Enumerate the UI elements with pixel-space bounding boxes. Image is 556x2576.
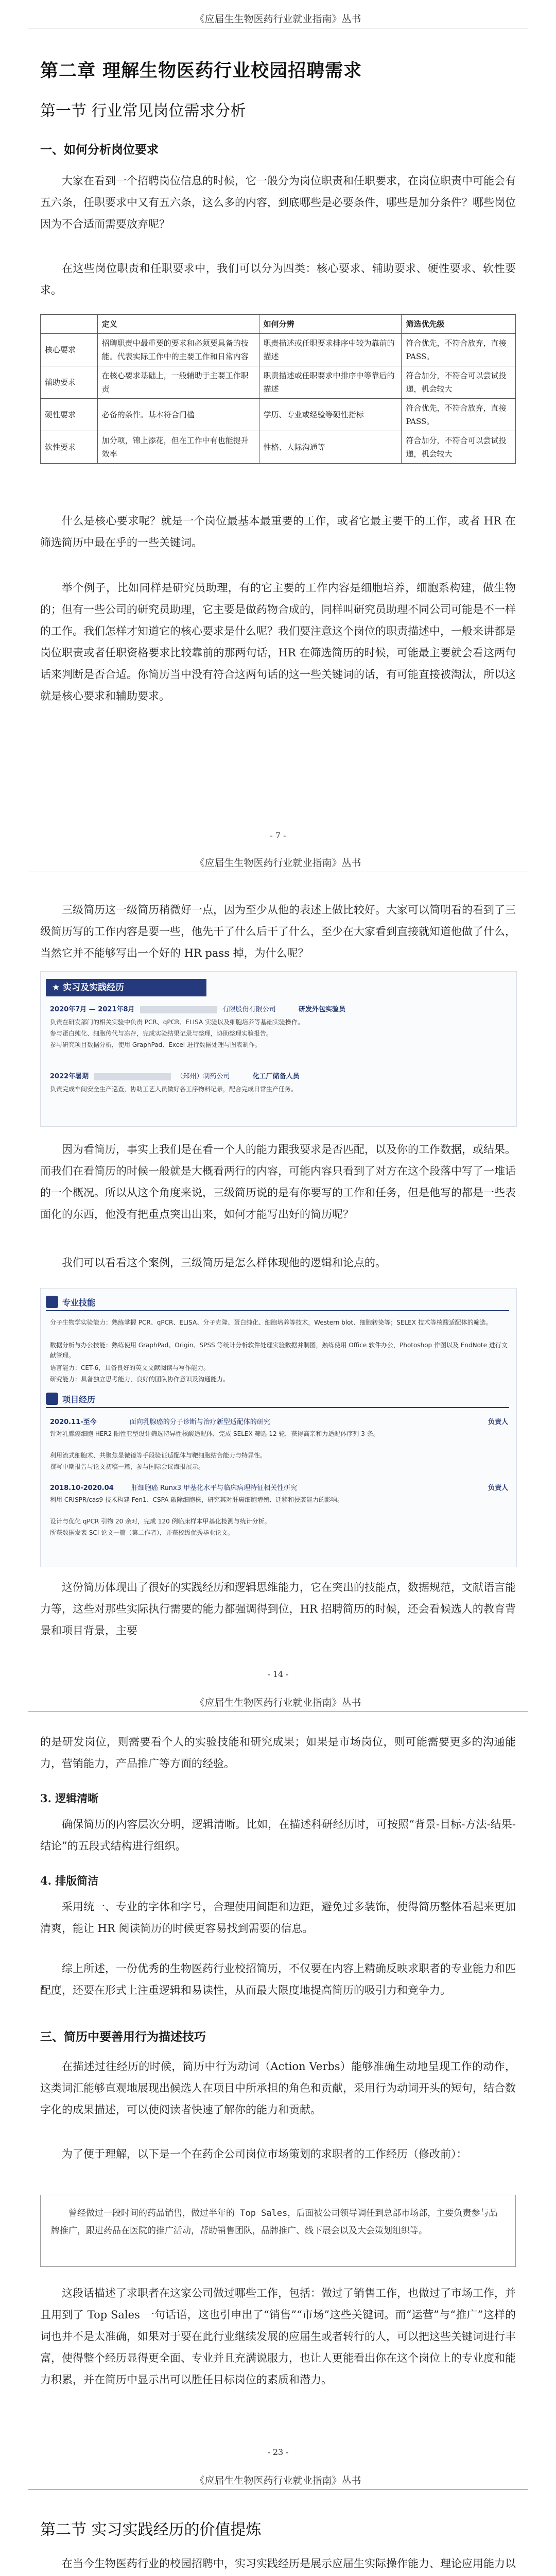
project-line: 撰写中期报告与论文初稿一篇，参与国际会议海报展示。 [50, 1463, 205, 1470]
chapter-title: 第二章 理解生物医药行业校园招聘需求 [40, 60, 362, 81]
skill-line: 研究能力：具备独立思考能力，良好的团队协作意识及沟通能力。 [50, 1376, 230, 1383]
table-cell: 性格、人际沟通等 [259, 431, 402, 464]
star-icon: ★ [52, 982, 63, 993]
exp-date: 2020年7月 — 2021年8月 [50, 1006, 135, 1013]
table-cell: 必备的条件。基本符合门槛 [97, 399, 259, 431]
table-cell: 职责描述或任职要求排序中较为靠前的描述 [259, 334, 402, 366]
table-cell: 符合优先，不符合放弃，直接 PASS。 [402, 334, 516, 366]
numbered-heading: 3. 逻辑清晰 [40, 1792, 99, 1805]
table-cell: 学历、专业或经验等硬性指标 [259, 399, 402, 431]
paragraph: 在当今生物医药行业的校园招聘中，实习实践经历是展示应届生实际操作能力、理论应用能力以 [62, 2557, 516, 2570]
paragraph: 为了便于理解，以下是一个在药企公司岗位市场策划的求职者的工作经历（修改前）： [62, 2148, 467, 2160]
project-date: 2020.11-至今 [50, 1418, 97, 1426]
project-title: 肝细胞癌 Runx3 甲基化水平与临床病理特征相关性研究 [131, 1484, 298, 1492]
running-header: 《应届生生物医药行业就业指南》丛书 [195, 857, 361, 869]
projects-label: 项目经历 [62, 1395, 96, 1404]
table-header [41, 315, 98, 334]
experience-header [50, 1004, 508, 1013]
skills-section-bar [46, 1295, 509, 1311]
table-row [41, 399, 516, 431]
projects-icon [46, 1393, 58, 1405]
project-title: 面向乳腺癌的分子诊断与治疗新型适配体的研究 [129, 1418, 270, 1426]
running-header: 《应届生生物医药行业就业指南》丛书 [195, 13, 361, 25]
running-header: 《应届生生物医药行业就业指南》丛书 [195, 2475, 361, 2486]
experience-header [50, 1071, 508, 1080]
table-row [41, 334, 516, 366]
table-cell: 符合加分，不符合可以尝试投递，机会较大 [402, 366, 516, 399]
exp-org: （郑州）制药公司 [176, 1073, 230, 1080]
table-cell: 硬性要求 [41, 399, 98, 431]
project-role: 负责人 [488, 1484, 508, 1492]
project-line: 针对乳腺癌细胞 HER2 阳性亚型设计筛选特异性核酸适配体，完成 SELEX 筛选 12 轮，获得高亲和力适配体序列 3 条。 [50, 1430, 379, 1437]
paragraph: 我们可以看看这个案例，三级简历是怎么样体现他的逻辑和论点的。 [62, 1257, 386, 1269]
paragraph: 大家在看到一个招聘岗位信息的时候，它一般分为岗位职责和任职要求，在岗位职责中可能会有五六条，任职要求中又有五六条，这么多的内容，到底哪些是必要条件，哪些是加分条件？哪些岗位因为不合适而需要放弃呢？ [40, 175, 516, 230]
table-cell: 符合优先，不符合放弃，直接 PASS。 [402, 399, 516, 431]
exp-role: 化工厂储备人员 [252, 1073, 300, 1080]
resume-skills-image [40, 1288, 517, 1567]
project-role: 负责人 [488, 1418, 508, 1426]
skill-line: 分子生物学实验能力：熟练掌握 PCR、qPCR、ELISA、分子克隆、蛋白纯化、细胞培养等技术，Western blot、细胞转染等；SELEX 技术等核酸适配体的筛选。 [50, 1319, 492, 1326]
project-header [50, 1482, 508, 1492]
projects-section-bar [46, 1392, 509, 1408]
paragraph: 采用统一、专业的字体和字号，合理使用间距和边距，避免过多装饰，使得简历整体看起来更加清爽，能让 HR 阅读简历的时候更容易找到需要的信息。 [40, 1901, 516, 1935]
paragraph: 举个例子，比如同样是研究员助理，有的它主要的工作内容是细胞培养，细胞系构建，做生物的；但有一些公司的研究员助理，它主要是做药物合成的，同样叫研究员助理不同公司可能是不一样的工作。我们怎样才知道它的核心要求是什么呢？我们要注意这个岗位的职责描述中，一般来讲都是岗位职责或者任职资格要求比较靠前的那两句话，HR 在筛选简历的时候，可能最主要就会看这两句话来判断是否合适。你简历当中没有符合这两句话的这一些关键词的话，有可能直接被淘汰，所以这就是核心要求和辅助要求。 [40, 582, 516, 702]
paragraph: 确保简历的内容层次分明，逻辑清晰。比如，在描述科研经历时，可按照“背景-目标-方法-结果-结论”的五段式结构进行组织。 [40, 1818, 516, 1852]
exp-role: 研发外包实验员 [298, 1006, 345, 1013]
table-cell: 加分项，锦上添花，但在工作中有也能提升效率 [97, 431, 259, 464]
skill-line: 数据分析与办公技能：熟练使用 GraphPad、Origin、SPSS 等统计分析软件处理实验数据并制图，熟练使用 Office 软件办公，Photoshop 作图以及 EndNote 进行文献管理。 [50, 1342, 508, 1359]
paragraph: 三级简历这一级简历稍微好一点，因为至少从他的表述上做比较好。大家可以简明看的看到了三级简历写的工作内容是要一些，他先干了什么后干了什么，至少在大家看到直接就知道他做了什么，当然它并不能够写出一个好的 HR pass 掉，为什么呢？ [40, 904, 516, 959]
running-header: 《应届生生物医药行业就业指南》丛书 [195, 1697, 361, 1708]
project-line: 所获数据发表 SCI 论文一篇（第二作者），并获校级优秀毕业论文。 [50, 1529, 234, 1536]
table-header: 筛选优先级 [402, 315, 516, 334]
table-cell: 职责描述或任职要求中排序中等靠后的描述 [259, 366, 402, 399]
paragraph: 综上所述，一份优秀的生物医药行业校招简历，不仅要在内容上精确反映求职者的专业能力和匹配度，还要在形式上注重逻辑和易读性，从而最大限度地提高简历的吸引力和竞争力。 [40, 1962, 516, 1996]
page-number: - 14 - [267, 1669, 289, 1679]
project-line: 利用流式细胞术、共聚焦显微镜等手段验证适配体与靶细胞结合能力与特异性。 [50, 1452, 267, 1459]
exp-org: 有限股份有限公司 [222, 1006, 276, 1013]
paragraph: 什么是核心要求呢？就是一个岗位最基本最重要的工作，或者它最主要干的工作，或者 HR 在筛选简历中最在乎的一些关键词。 [40, 515, 516, 549]
project-header [50, 1416, 508, 1426]
page-number: - 23 - [267, 2447, 289, 2457]
paragraph: 这份简历体现出了很好的实践经历和逻辑思维能力，它在突出的技能点，数据规范，文献语言能力等，这些对那些实际执行需要的能力都强调得到位，HR 招聘简历的时候，还会看候选人的教育背景和项目背景，主要 [40, 1581, 516, 1637]
paragraph: 在描述过往经历的时候，简历中行为动词（Action Verbs）能够准确生动地呈现工作的动作，这类词汇能够直观地展现出候选人在项目中所承担的角色和贡献，采用行为动词开头的短句，结合数字化的成果描述，可以使阅读者快速了解你的能力和贡献。 [40, 2060, 516, 2116]
redacted-block [94, 1073, 171, 1080]
table-cell: 符合加分，不符合可以尝试投递，机会较大 [402, 431, 516, 464]
subsection-title: 三、简历中要善用行为描述技巧 [40, 2030, 206, 2044]
header-rule [28, 2489, 528, 2490]
resume-example-image [40, 971, 517, 1127]
banner-label: 实习及实践经历 [63, 982, 125, 993]
page-number: - 7 - [270, 831, 286, 840]
project-line: 利用 CRISPR/cas9 技术构建 Fen1、CSPA 敲除细胞株，研究其对肝癌细胞增殖、迁移和侵袭能力的影响。 [50, 1496, 344, 1503]
paragraph: 的是研发岗位，则需要看个人的实验技能和研究成果；如果是市场岗位，则可能需要更多的沟通能力，营销能力，产品推广等方面的经验。 [40, 1736, 516, 1770]
exp-date: 2022年暑期 [50, 1073, 89, 1080]
requirements-table [40, 314, 516, 464]
skill-line: 语言能力：CET-6，具备良好的英文文献阅读与写作能力。 [50, 1364, 210, 1371]
table-cell: 核心要求 [41, 334, 98, 366]
section-title: 第二节 实习实践经历的价值提炼 [40, 2521, 262, 2539]
subsection-title: 一、如何分析岗位要求 [40, 143, 159, 157]
project-date: 2018.10-2020.04 [50, 1484, 114, 1492]
table-header: 如何分辨 [259, 315, 402, 334]
paragraph: 因为看简历，事实上我们是在看一个人的能力跟我要求是否匹配，以及你的工作数据，或结果。而我们在看简历的时候一般就是大概看两行的内容，可能内容只看到了对方在这个段落中写了一堆话的一个概况。所以从这个角度来说，三级简历说的是有你要写的工作和任务，但是他写的都是一些表面化的东西，他没有把重点突出出来，如何才能写出好的简历呢？ [40, 1143, 516, 1221]
numbered-heading: 4. 排版简洁 [40, 1874, 99, 1887]
exp-line: 参与蛋白纯化、细胞传代与冻存，完成实验结果记录与整理，协助整理实验报告。 [50, 1030, 273, 1037]
table-row [41, 366, 516, 399]
exp-line: 参与研究项目数据分析，使用 GraphPad、Excel 进行数据处理与图表制作。 [50, 1041, 261, 1048]
skills-label: 专业技能 [62, 1298, 96, 1308]
paragraph: 在这些岗位职责和任职要求中，我们可以分为四类：核心要求、辅助要求、硬性要求、软性要求。 [40, 262, 516, 296]
table-cell: 辅助要求 [41, 366, 98, 399]
table-cell: 在核心要求基础上，一般辅助于主要工作职责 [97, 366, 259, 399]
table-row [41, 431, 516, 464]
header-rule [28, 1711, 528, 1712]
exp-line: 负责在研发部门的相关实验中负责 PCR、qPCR、ELISA 实验以及细胞培养等基础实验操作。 [50, 1019, 304, 1026]
project-line: 设计与优化 qPCR 引物 20 余对，完成 120 例临床样本甲基化检测与统计分析。 [50, 1518, 271, 1525]
section-banner [46, 979, 206, 996]
paragraph: 这段话描述了求职者在这家公司做过哪些工作，包括：做过了销售工作，也做过了市场工作，并且用到了 Top Sales 一句话语，这也引申出了“销售”“市场”这些关键词。而“运营”与“推广”这样的词也并不是太准确，如果对于要在此行业继续发展的应届生或者转行的人，可以把这些关键词进行丰富，使得整个经历显得更全面、专业并且充满说服力，也让人更能看出你在这个岗位上的专业度和能力积累，并在简历中显示出可以胜任目标岗位的素质和潜力。 [40, 2287, 516, 2386]
table-header: 定义 [97, 315, 259, 334]
skills-icon [46, 1296, 58, 1308]
table-cell: 招聘职责中最重要的要求和必须要具备的技能。代表实际工作中的主要工作和日常内容 [97, 334, 259, 366]
section-title: 第一节 行业常见岗位需求分析 [40, 102, 246, 120]
table-cell: 软性要求 [41, 431, 98, 464]
example-quote-box: 曾经做过一段时间的药品销售，做过半年的 Top Sales，后面被公司领导调任到总部市场部，主要负责参与品牌推广，跟进药品在医院的推广活动，帮助销售团队，品牌推广、线下展会以及大会策划组织等。 [40, 2195, 516, 2267]
exp-line: 负责完成车间安全生产巡查，协助工艺人员做好各工序物料记录，配合完成日常生产任务。 [50, 1086, 298, 1093]
table-header-row [41, 315, 516, 334]
redacted-block [140, 1006, 217, 1013]
